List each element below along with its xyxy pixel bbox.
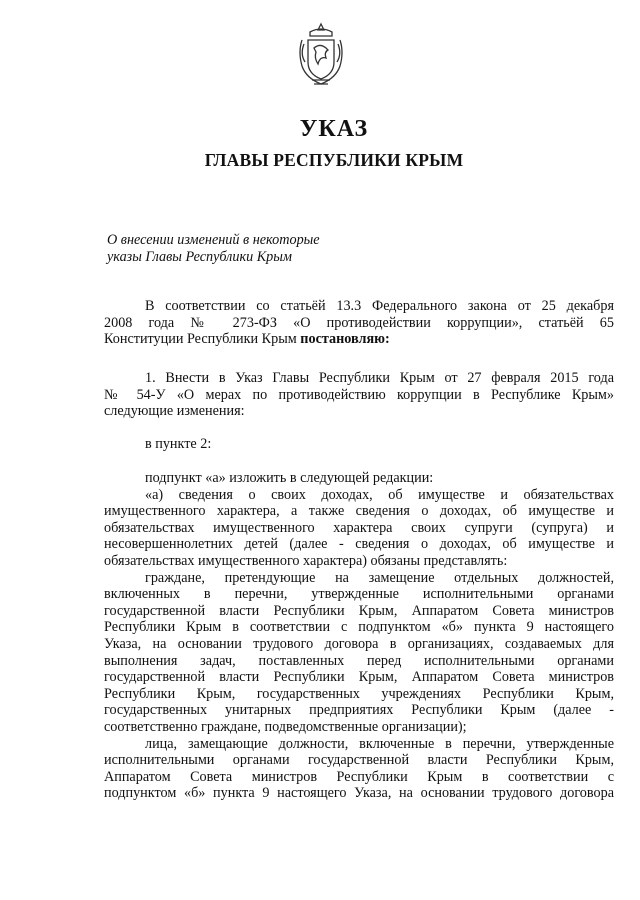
subpoint-line: государственной власти Республики Крым, Аппаратом Совета министров (104, 602, 614, 619)
preamble-line (104, 331, 614, 348)
item-line: № 54-У «О мерах по противодействию коррупции в Республике Крым» (104, 386, 614, 403)
document-subtitle: ГЛАВЫ РЕСПУБЛИКИ КРЫМ (204, 150, 464, 170)
subpoint-line: подпункт «а» изложить в следующей редакции: (145, 470, 434, 486)
subpoint-a (104, 470, 614, 802)
decree-about (107, 232, 320, 266)
subpoint-line: Республики Крым в соответствии с подпунктом «б» пункта 9 настоящего (104, 619, 614, 636)
about-line: указы Главы Республики Крым (107, 249, 292, 265)
subpoint-line: граждане, претендующие на замещение отдельных должностей, (145, 569, 614, 586)
subpoint-line: обязательствах имущественного характера своих супруги (супруга) и (104, 519, 614, 536)
subpoint-line: включенных в перечни, утвержденные исполнительными органами (104, 586, 614, 603)
subpoint-line: обязательствах имущественного характера) обязаны представлять: (104, 552, 508, 569)
subpoint-line: выполнения задач, поставленных перед исполнительными органами (104, 652, 614, 669)
about-line: О внесении изменений в некоторые (107, 232, 320, 248)
preamble-text: Конституции Республики Крым (104, 331, 301, 348)
subpoint-line: Аппаратом Совета министров Республики Крым в соответствии с (104, 768, 614, 785)
item-line: следующие изменения: (104, 403, 245, 420)
subpoint-line: исполнительными органами государственной власти Республики Крым, (104, 752, 614, 769)
point-line: в пункте 2: (145, 436, 212, 452)
point-2 (104, 436, 614, 453)
subpoint-line: Республики Крым, государственных учреждениях Республики Крым, (104, 685, 614, 702)
subpoint-line: несовершеннолетних детей (далее - сведения о доходах, об имуществе и (104, 536, 614, 553)
subpoint-line: Указа, на основании трудового договора в организациях, создаваемых для (104, 635, 614, 652)
crimea-coat-of-arms-icon (296, 22, 346, 88)
item-line: 1. Внести в Указ Главы Республики Крым от 27 февраля 2015 года (145, 370, 614, 386)
subpoint-line: государственной власти Республики Крым, Аппаратом Совета министров (104, 669, 614, 686)
preamble (104, 298, 614, 348)
subpoint-line: имущественного характера, а также сведения о доходах, об имуществе и (104, 503, 614, 520)
subpoint-line: лица, замещающие должности, включенные в перечни, утвержденные (145, 735, 614, 752)
decree-word: постановляю: (300, 331, 390, 348)
preamble-line: 2008 года № 273-ФЗ «О противодействии коррупции», статьёй 65 (104, 314, 614, 331)
subpoint-line: соответственно граждане, подведомственные организации); (104, 718, 467, 735)
item-1 (104, 370, 614, 420)
subpoint-line: «а) сведения о своих доходах, об имуществе и обязательствах (145, 486, 614, 503)
document-title: УКАЗ (299, 116, 369, 142)
subpoint-line: государственных унитарных предприятиях Республики Крым (далее - (104, 702, 614, 719)
subpoint-line: подпунктом «б» пункта 9 настоящего Указа, на основании трудового договора (104, 785, 614, 802)
preamble-line: В соответствии со статьёй 13.3 Федерального закона от 25 декабря (145, 298, 614, 314)
